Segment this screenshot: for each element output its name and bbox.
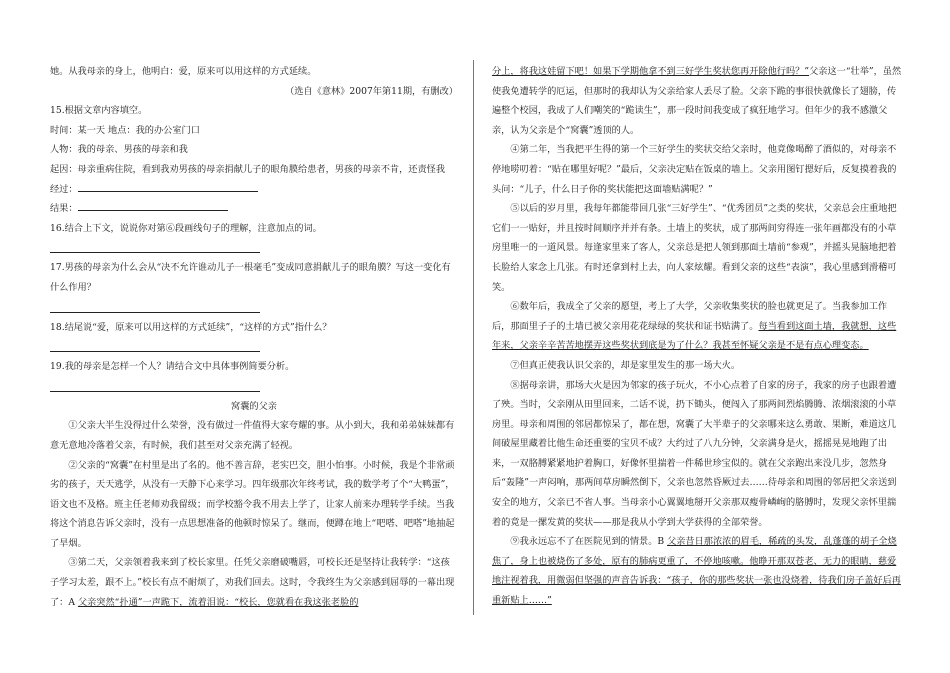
question-18: 18.结尾说“爱，原来可以用这样的方式延续”，“这样的方式”指什么？ — [50, 321, 332, 333]
q17-answer-line[interactable] — [50, 298, 260, 313]
essay-title: 窝囊的父亲 — [231, 400, 277, 412]
p6-text: ⑥数年后，我成全了父亲的愿望，考上了大学，父亲收集奖状的脸也就更足了。当我参加工作后，那面里子子的土墙已被父亲用花花绿绿的奖状和证书贴满了。 — [492, 301, 888, 332]
p3-underlined-sentence-a-cont: 分上，将我这娃留下吧！如果下学期他拿不到三好学生奖状您再开除他行吗？” — [492, 66, 810, 77]
essay-paragraph-7: ⑦但真正使我认识父亲的，却是家里发生的那一场大火。 — [510, 359, 741, 371]
source-citation: （选自《意林》2007年第11期，有删改） — [285, 85, 458, 97]
essay-paragraph-4: ④第二年，当我把平生得的第一个三好学生的奖状交给父亲时，他竟像喝醉了酒似的，对母亲不停地唠叨着：“贴在哪里好呢？”最后，父亲决定贴在饭桌的墙上。父亲用图钉摁好后，反复摸着我的头问：“儿子，什么日子你的奖状能把这面墙贴满呢？” — [492, 144, 897, 195]
q15-cause: 起因：母亲重病住院，看到我劝男孩的母亲捐献儿子的眼角膜给患者，男孩的母亲不肯，还责怪我 — [50, 163, 446, 175]
essay-paragraph-3-cont — [492, 62, 905, 140]
essay-paragraph-6 — [492, 297, 905, 356]
q15-result-label: 结果： — [50, 203, 78, 215]
p3-text: ③第二天，父亲领着我来到了校长家里。任凭父亲磨破嘴唇，可校长还是坚持让我转学：“这孩子学习太差，跟不上。”校长有点不耐烦了，劝我们回去。这时，令我终生为父亲感到屈辱的一幕出现了：A — [50, 557, 455, 608]
q19-answer-line[interactable] — [50, 377, 260, 392]
p9-text: ⑨我永远忘不了在医院见到的情景。B — [510, 536, 668, 548]
q15-people: 人物：我的母亲、男孩的母亲和我 — [50, 144, 188, 156]
q18-answer-line[interactable] — [50, 337, 260, 352]
q16-answer-line[interactable] — [50, 238, 260, 253]
q15-result-blank[interactable] — [78, 199, 228, 211]
left-column — [50, 62, 458, 612]
q15-process-blank[interactable] — [78, 180, 258, 192]
question-17: 17.男孩的母亲为什么会从“决不允许谁动儿子一根毫毛”变成同意捐献儿子的眼角膜？写这一变化有什么作用？ — [50, 262, 451, 293]
essay-paragraph-9 — [492, 532, 905, 610]
p3-cont-text: 父亲这一“壮举”，虽然使我免遭转学的厄运，但那时的我却认为父亲给家人丢尽了脸。父亲下跪的事很快就像长了翅膀，传遍整个校园，我成了人们嘲笑的“跪读生”，那一段时间我变成了疯狂地学习。但年少的我不感激父亲，认为父亲是个“窝囊”透顶的人。 — [492, 66, 902, 136]
p6-underlined-sentence: 每当看到这面土墙，我就想，这些年来，父亲辛辛苦苦地摆弄这些奖状到底是为了什么？我甚至怀疑父亲是不是有点心理变态。 — [492, 320, 897, 352]
essay-paragraph-2: ②父亲的“窝囊”在村里是出了名的。他不善言辞，老实巴交，胆小怕事。小时候，我是个非常顽劣的孩子，天天逃学，从没有一天静下心来学习。四年级那次年终考试，我的数学考了个“大鸭蛋”，语文也不及格。班主任老师劝我留级；而学校豁令我不用去上学了，让家人前来办理转学手续。当我将这个消息告诉父亲时，没有一点思想准备的他顿时惊呆了。继而，便蹲在地上“吧嗒、吧嗒”地抽起了旱烟。 — [50, 459, 455, 549]
q15-process-label: 经过： — [50, 183, 78, 195]
question-19: 19.我的母亲是怎样一个人？请结合文中具体事例简要分析。 — [50, 361, 295, 373]
p3-underlined-sentence-a: 父亲突然“扑通”一声跪下，流着泪说：“校长，您就看在我这张老脸的 — [77, 596, 359, 608]
q15-result — [50, 199, 458, 219]
intro-line: 她。从我母亲的身上，他明白：爱，原来可以用这样的方式延续。 — [50, 66, 317, 77]
essay-paragraph-3 — [50, 553, 458, 612]
question-16: 16.结合上下文，说说你对第⑥段画线句子的理解，注意加点的词。 — [50, 222, 322, 234]
essay-paragraph-8: ⑧据母亲讲，那场大火是因为邻家的孩子玩火，不小心点着了自家的房子，我家的房子也跟着遭了殃。当时，父亲刚从田里回来，二话不说，扔下锄头，便闯入了那两间烈焰腾腾、浓烟滚滚的小草房里。母亲和周围的邻居都惊呆了，都在想，窝囊了大半辈子的父亲哪来这么勇敢、果断，难道这几间破屋里藏着比他生命还重要的宝贝不成？大约过了八九分钟，父亲满身是火，摇摇晃晃地跑了出来，一双胳膊紧紧地护着胸口，好像怀里揣着一件稀世珍宝似的。就在父亲跑出来没几步，忽然身后“轰隆”一声闷响，那两间草房瞬然倒下，父亲也忽然昏厥过去……待母亲和周围的邻居把父亲送到安全的地方，父亲已不省人事。当母亲小心翼翼地掰开父亲那双瘦骨嶙峋的胳膊时，发现父亲怀里揣着的竟是一摞发黄的奖状——那是我从小学到大学获得的全部荣誉。 — [492, 379, 897, 528]
essay-paragraph-5: ⑤以后的岁月里，我每年都能带回几张“三好学生”、“优秀团员”之类的奖状，父亲总会庄重地把它们一一贴好，并且按时间顺序并并有条。土墙上的奖状，成了那两间穷得连一张年画都没有的小草房里唯一的一道风景。每逢家里来了客人，父亲总是把人领到那面土墙前“参观”，并摇头晃脑地把着长脸给人家念上几张。有时还拿到村上去，向人家炫耀。看到父亲的这些“表演”，我心里感到滑稽可笑。 — [492, 203, 897, 293]
question-15-title: 15.根据文章内容填空。 — [50, 105, 148, 117]
essay-paragraph-1: ①父亲大半生没得过什么荣誉，没有做过一件值得大家夸耀的事。从小到大，我和弟弟妹妹都有意无意地冷落着父亲，有时候，我们甚至对父亲充满了轻视。 — [50, 420, 455, 451]
right-column — [492, 62, 905, 611]
q15-process — [50, 180, 458, 200]
q15-time-place: 时间：某一天 地点：我的办公室门口 — [50, 124, 200, 136]
column-divider — [473, 60, 474, 615]
p9-underlined-sentence-b: 父亲昔日那浓浓的眉毛，稀疏的头发，乱蓬蓬的胡子全烧焦了，身上也被烧伤了多处，原有的肺病更重了，不停地咳嗽。他睁开那双苍老、无力的眼睛，慈爱地注视着我，用微弱但坚强的声音告诉我：“孩子，你的那些奖状一张也没烧着，待我们房子盖好后再重新贴上……” — [492, 536, 901, 607]
